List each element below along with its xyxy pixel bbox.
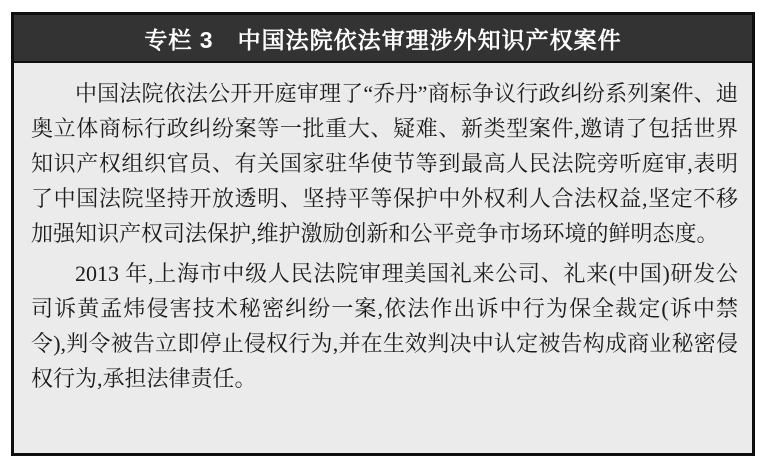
column-header-bar: [14, 15, 752, 63]
column-label: 专栏 3: [144, 26, 214, 53]
column-title: 中国法院依法审理涉外知识产权案件: [237, 26, 622, 53]
paragraph: 中国法院依法公开开庭审理了“乔丹”商标争议行政纠纷系列案件、迪奥立体商标行政纠纷案等一批重大、疑难、新类型案件,邀请了包括世界知识产权组织官员、有关国家驻华使节等到最高人民法院旁听庭审,表明了中国法院坚持开放透明、坚持平等保护中外权利人合法权益,坚定不移加强知识产权司法保护,维护激励创新和公平竞争市场环境的鲜明态度。: [31, 81, 738, 246]
column-box: [11, 12, 755, 456]
column-body: [14, 63, 752, 396]
paragraph: 2013 年,上海市中级人民法院审理美国礼来公司、礼来(中国)研发公司诉黄孟炜侵害技术秘密纠纷一案,依法作出诉中行为保全裁定(诉中禁令),判令被告立即停止侵权行为,并在生效判决中认定被告构成商业秘密侵权行为,承担法律责任。: [31, 261, 738, 391]
